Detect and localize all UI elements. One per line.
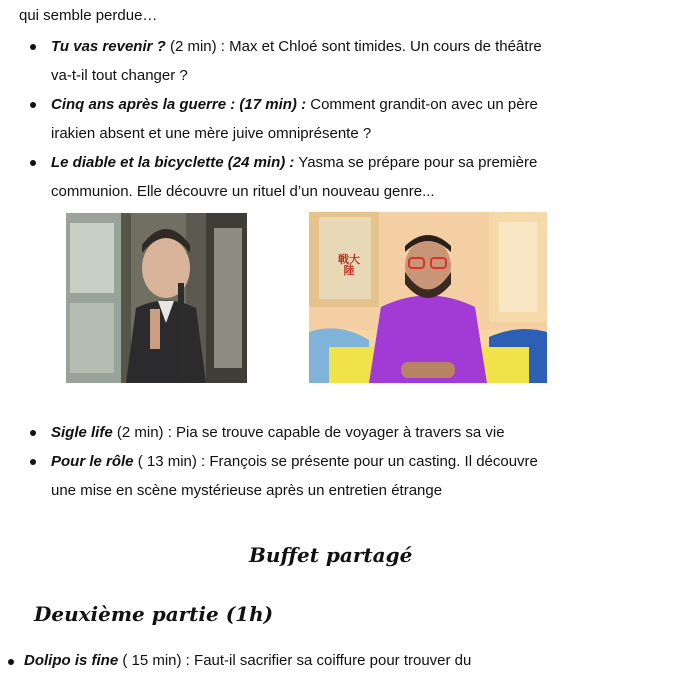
- bullet: [30, 160, 36, 166]
- film-description-cont: une mise en scène mystérieuse après un entretien étrange: [51, 482, 443, 499]
- part2-heading: Deuxième partie (1h): [34, 602, 274, 626]
- film-title: Pour le rôle: [51, 453, 134, 470]
- film-item-3: [51, 153, 537, 173]
- film-still-illustration: [309, 212, 547, 383]
- film-description: Yasma se prépare pour sa première: [294, 154, 538, 171]
- bullet: [30, 44, 36, 50]
- bullet: [30, 102, 36, 108]
- film-item-1: [51, 37, 542, 57]
- film-title: Dolipo is fine: [24, 652, 119, 669]
- film-title: Le diable et la bicyclette (24 min) :: [51, 154, 295, 171]
- poster-text: 戦大陸: [338, 253, 360, 277]
- film-duration: (2 min) :: [112, 424, 172, 441]
- film-title: Cinq ans après la guerre : (17 min) :: [51, 96, 307, 113]
- film-description: : Max et Chloé sont timides. Un cours de théâtre: [216, 38, 542, 55]
- film-item-5: [51, 452, 538, 472]
- bullet: [30, 459, 36, 465]
- film-item-6: [24, 651, 471, 671]
- intro-text: qui semble perdue…: [19, 7, 158, 24]
- bullet: [30, 430, 36, 436]
- film-description: François se présente pour un casting. Il découvre: [205, 453, 538, 470]
- film-duration: ( 13 min) :: [133, 453, 206, 470]
- film-duration: ( 15 min) :: [118, 652, 190, 669]
- film-description: Faut-il sacrifier sa coiffure pour trouver du: [189, 652, 472, 669]
- film-description-cont: va-t-il tout changer ?: [51, 67, 188, 84]
- film-description-cont: communion. Elle découvre un rituel d’un nouveau genre...: [51, 183, 435, 200]
- film-still-train: [66, 213, 247, 383]
- film-description: Comment grandit-on avec un père: [306, 96, 538, 113]
- film-title: Sigle life: [51, 424, 113, 441]
- film-item-2: [51, 95, 538, 115]
- film-description: Pia se trouve capable de voyager à travers sa vie: [171, 424, 505, 441]
- film-description-cont: irakien absent et une mère juive omniprésente ?: [51, 125, 372, 142]
- film-duration: (2 min): [165, 38, 217, 55]
- bullet: [8, 659, 14, 665]
- film-title: Tu vas revenir ?: [51, 38, 166, 55]
- buffet-heading: Buffet partagé: [249, 543, 413, 567]
- film-item-4: [51, 423, 505, 443]
